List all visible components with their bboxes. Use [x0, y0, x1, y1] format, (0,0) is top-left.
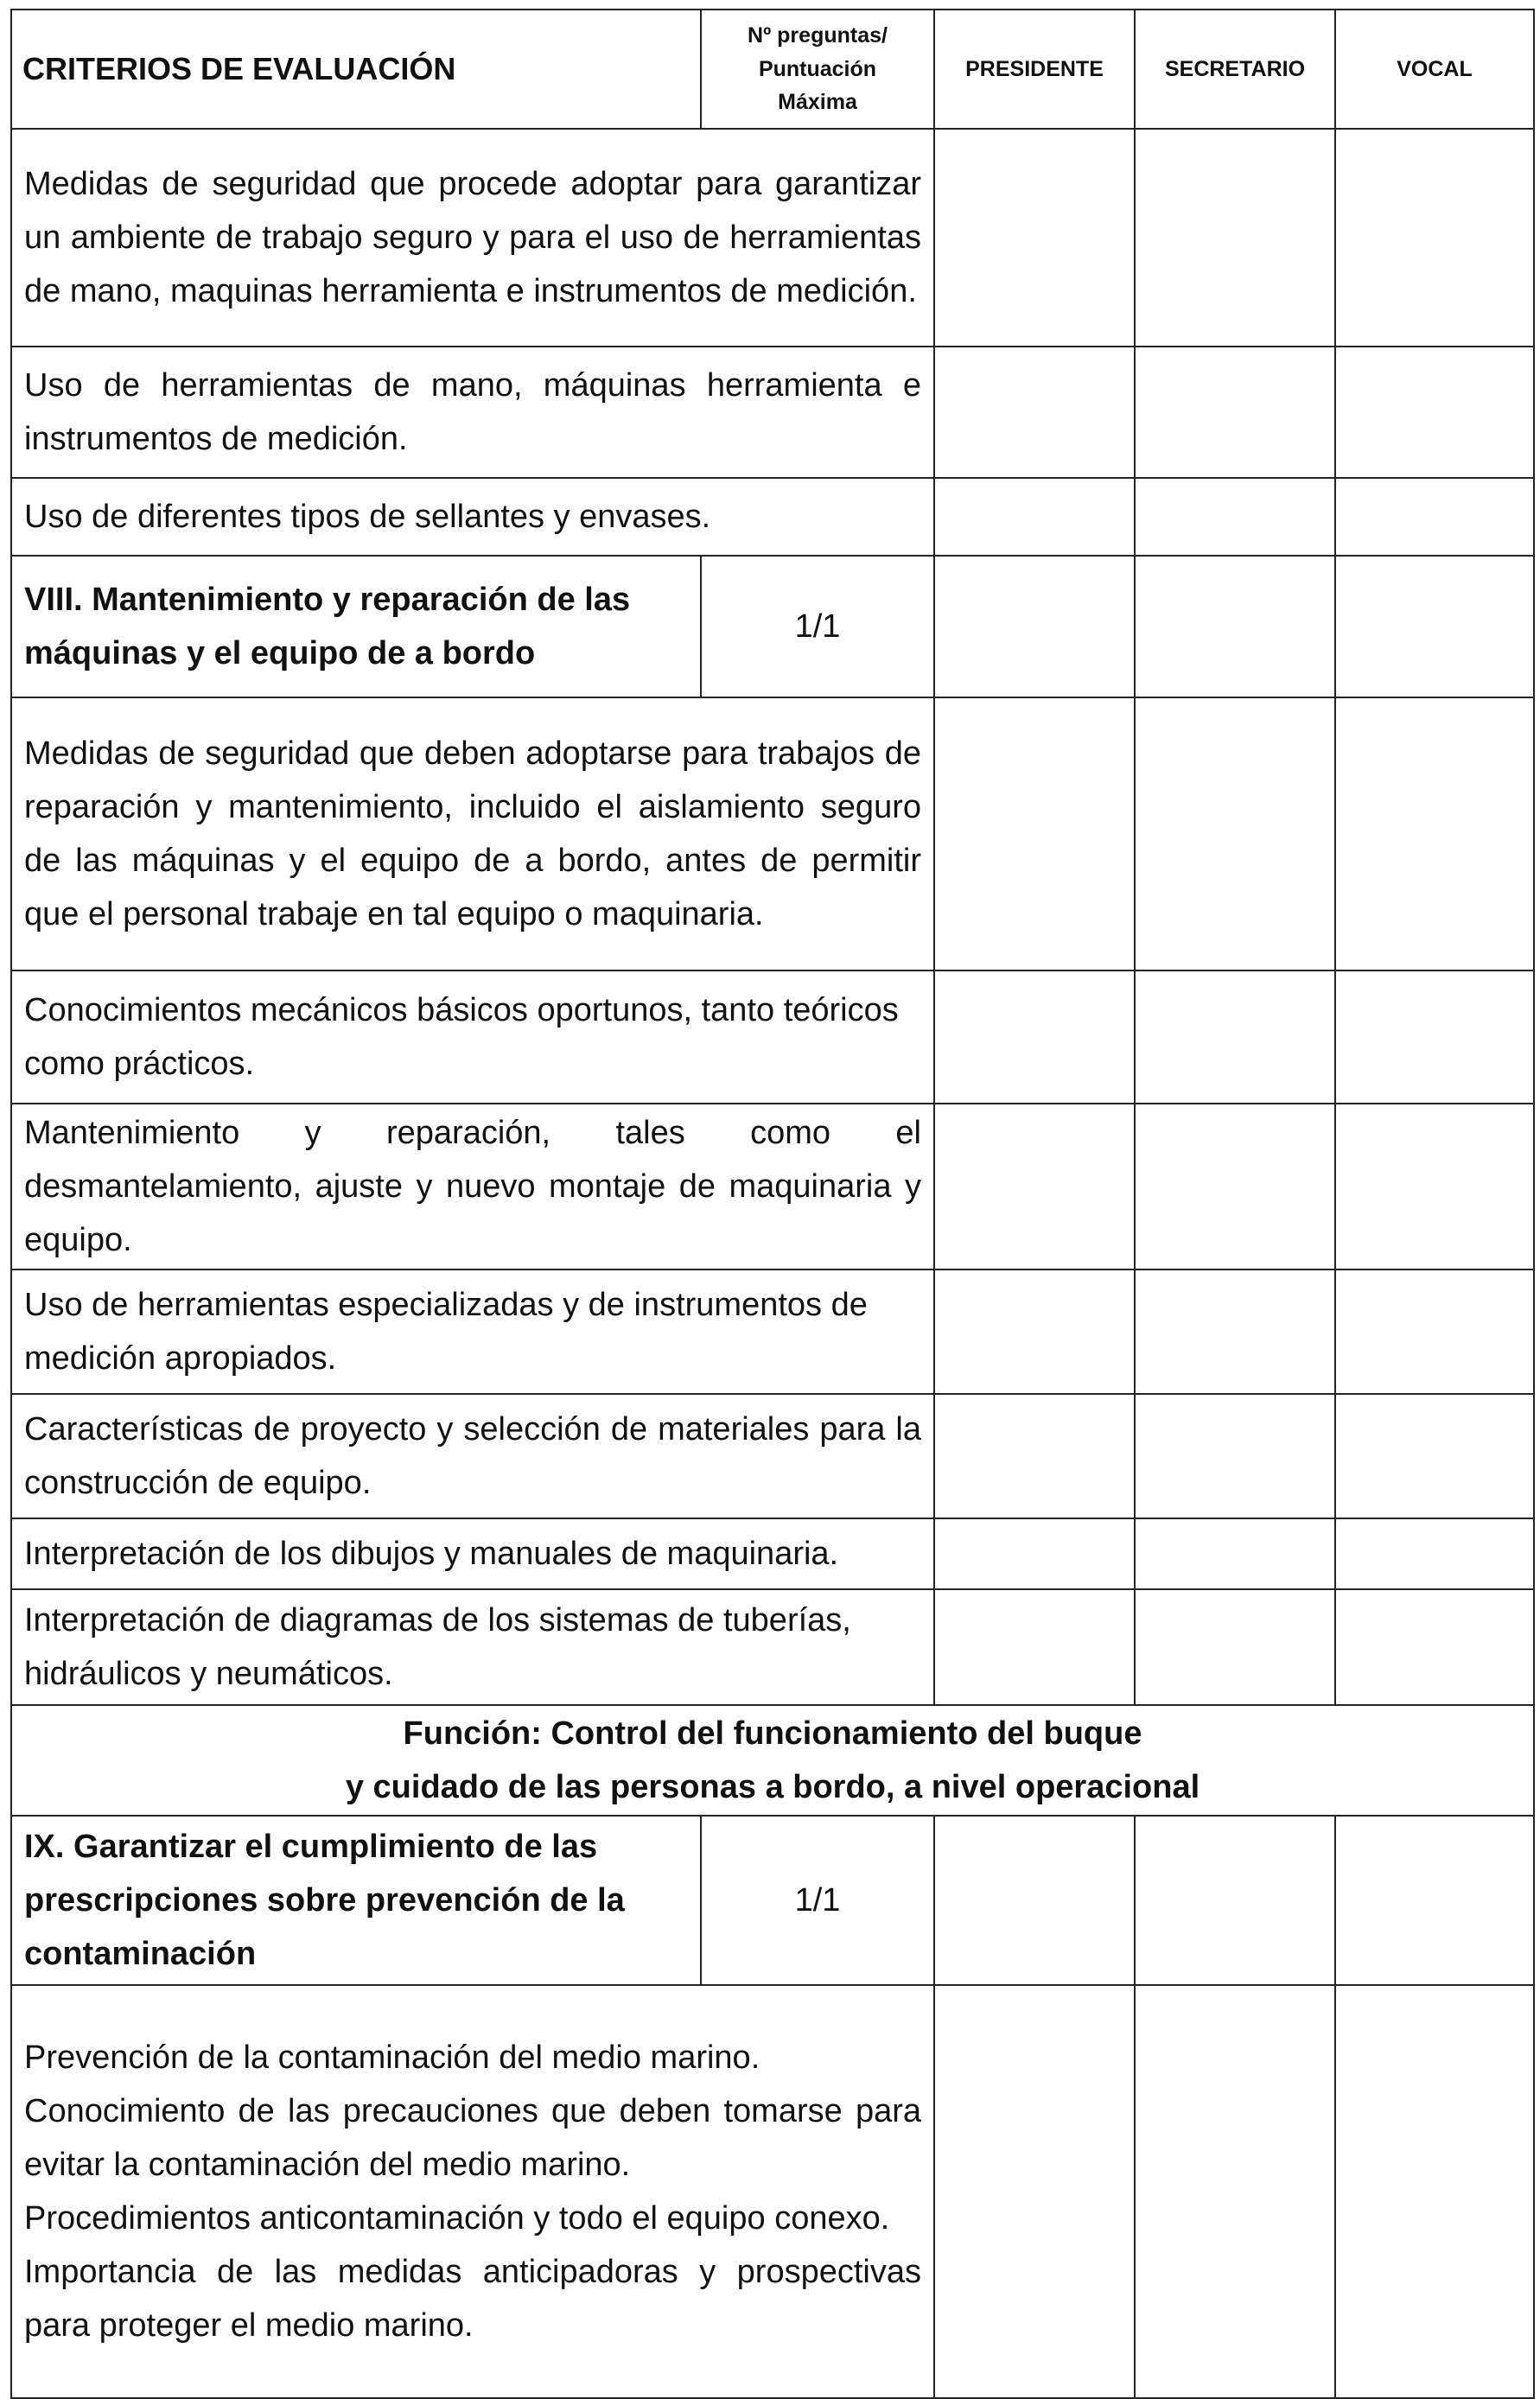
header-vocal: VOCAL [1335, 10, 1534, 129]
criterion-paragraph: Importancia de las medidas anticipadoras y prospectivas para proteger el medio marino. [24, 2254, 921, 2344]
criterion-text: Uso de diferentes tipos de sellantes y envases. [11, 478, 934, 556]
presidente-cell [934, 1589, 1135, 1705]
table-row [11, 1269, 1534, 1394]
criterion-text-block [11, 1985, 934, 2398]
presidente-cell [934, 347, 1135, 478]
table-row [11, 347, 1534, 478]
header-preguntas-line2: Puntuación [758, 56, 877, 81]
criterion-paragraph: Prevención de la contaminación del medio marino. [24, 2039, 760, 2076]
table-row [11, 1985, 1534, 2398]
criterion-text: Características de proyecto y selección de materiales para la construcción de equipo. [11, 1394, 934, 1518]
presidente-cell [934, 697, 1135, 970]
secretario-cell [1135, 478, 1335, 556]
secretario-cell [1135, 129, 1335, 347]
criterion-text: Interpretación de los dibujos y manuales de maquinaria. [11, 1518, 934, 1589]
header-criterios: CRITERIOS DE EVALUACIÓN [11, 10, 701, 129]
presidente-cell [934, 478, 1135, 556]
vocal-cell [1335, 1104, 1534, 1269]
header-secretario: SECRETARIO [1135, 10, 1335, 129]
vocal-cell [1335, 1518, 1534, 1589]
table-row [11, 478, 1534, 556]
header-preguntas-line3: Máxima [778, 90, 857, 115]
criterion-text: Uso de herramientas especializadas y de instrumentos de medición apropiados. [11, 1269, 934, 1394]
vocal-cell [1335, 1985, 1534, 2398]
presidente-cell [934, 1985, 1135, 2398]
header-preguntas-line1: Nº preguntas/ [748, 22, 888, 48]
table-row [11, 697, 1534, 970]
section-row [11, 1816, 1534, 1985]
presidente-cell [934, 1269, 1135, 1394]
secretario-cell [1135, 1518, 1335, 1589]
secretario-cell [1135, 347, 1335, 478]
table-row [11, 970, 1534, 1104]
criterion-text: Medidas de seguridad que deben adoptarse para trabajos de reparación y mantenimiento, incluido el aislamiento seguro de las máquinas y el equipo de a bordo, antes de permitir que el personal trabaje en tal equipo o maquinaria. [11, 697, 934, 970]
function-heading [11, 1705, 1534, 1816]
header-row [11, 10, 1534, 129]
header-preguntas [701, 10, 934, 129]
header-presidente: PRESIDENTE [934, 10, 1135, 129]
criterion-text: Conocimientos mecánicos básicos oportunos, tanto teóricos como prácticos. [11, 970, 934, 1104]
vocal-cell [1335, 1269, 1534, 1394]
presidente-cell [934, 129, 1135, 347]
presidente-cell [934, 970, 1135, 1104]
section-score: 1/1 [701, 556, 934, 697]
presidente-cell [934, 1816, 1135, 1985]
criterion-paragraph: Conocimiento de las precauciones que deben tomarse para evitar la contaminación del medio marino. [24, 2093, 921, 2183]
vocal-cell [1335, 347, 1534, 478]
secretario-cell [1135, 1269, 1335, 1394]
vocal-cell [1335, 1589, 1534, 1705]
table-row [11, 129, 1534, 347]
section-score: 1/1 [701, 1816, 934, 1985]
section-title: VIII. Mantenimiento y reparación de las máquinas y el equipo de a bordo [11, 556, 701, 697]
function-heading-line2: y cuidado de las personas a bordo, a nivel operacional [345, 1769, 1200, 1805]
evaluation-criteria-table [10, 9, 1535, 2399]
presidente-cell [934, 1104, 1135, 1269]
vocal-cell [1335, 697, 1534, 970]
presidente-cell [934, 1518, 1135, 1589]
secretario-cell [1135, 556, 1335, 697]
secretario-cell [1135, 1589, 1335, 1705]
secretario-cell [1135, 1394, 1335, 1518]
criterion-paragraph: Procedimientos anticontaminación y todo el equipo conexo. [24, 2200, 890, 2237]
vocal-cell [1335, 129, 1534, 347]
presidente-cell [934, 556, 1135, 697]
table-row [11, 1104, 1534, 1269]
vocal-cell [1335, 1394, 1534, 1518]
section-title: IX. Garantizar el cumplimiento de las prescripciones sobre prevención de la contaminación [11, 1816, 701, 1985]
criterion-text: Interpretación de diagramas de los sistemas de tuberías, hidráulicos y neumáticos. [11, 1589, 934, 1705]
secretario-cell [1135, 1985, 1335, 2398]
function-row [11, 1705, 1534, 1816]
vocal-cell [1335, 970, 1534, 1104]
section-row [11, 556, 1534, 697]
presidente-cell [934, 1394, 1135, 1518]
table-row [11, 1394, 1534, 1518]
vocal-cell [1335, 556, 1534, 697]
table-row [11, 1589, 1534, 1705]
secretario-cell [1135, 1104, 1335, 1269]
criterion-text: Mantenimiento y reparación, tales como el desmantelamiento, ajuste y nuevo montaje de maquinaria y equipo. [11, 1104, 934, 1269]
vocal-cell [1335, 1816, 1534, 1985]
secretario-cell [1135, 697, 1335, 970]
secretario-cell [1135, 1816, 1335, 1985]
criterion-text: Uso de herramientas de mano, máquinas herramienta e instrumentos de medición. [11, 347, 934, 478]
vocal-cell [1335, 478, 1534, 556]
secretario-cell [1135, 970, 1335, 1104]
function-heading-line1: Función: Control del funcionamiento del buque [403, 1715, 1142, 1752]
criterion-text: Medidas de seguridad que procede adoptar para garantizar un ambiente de trabajo seguro y para el uso de herramientas de mano, maquinas herramienta e instrumentos de medición. [11, 129, 934, 347]
table-row [11, 1518, 1534, 1589]
